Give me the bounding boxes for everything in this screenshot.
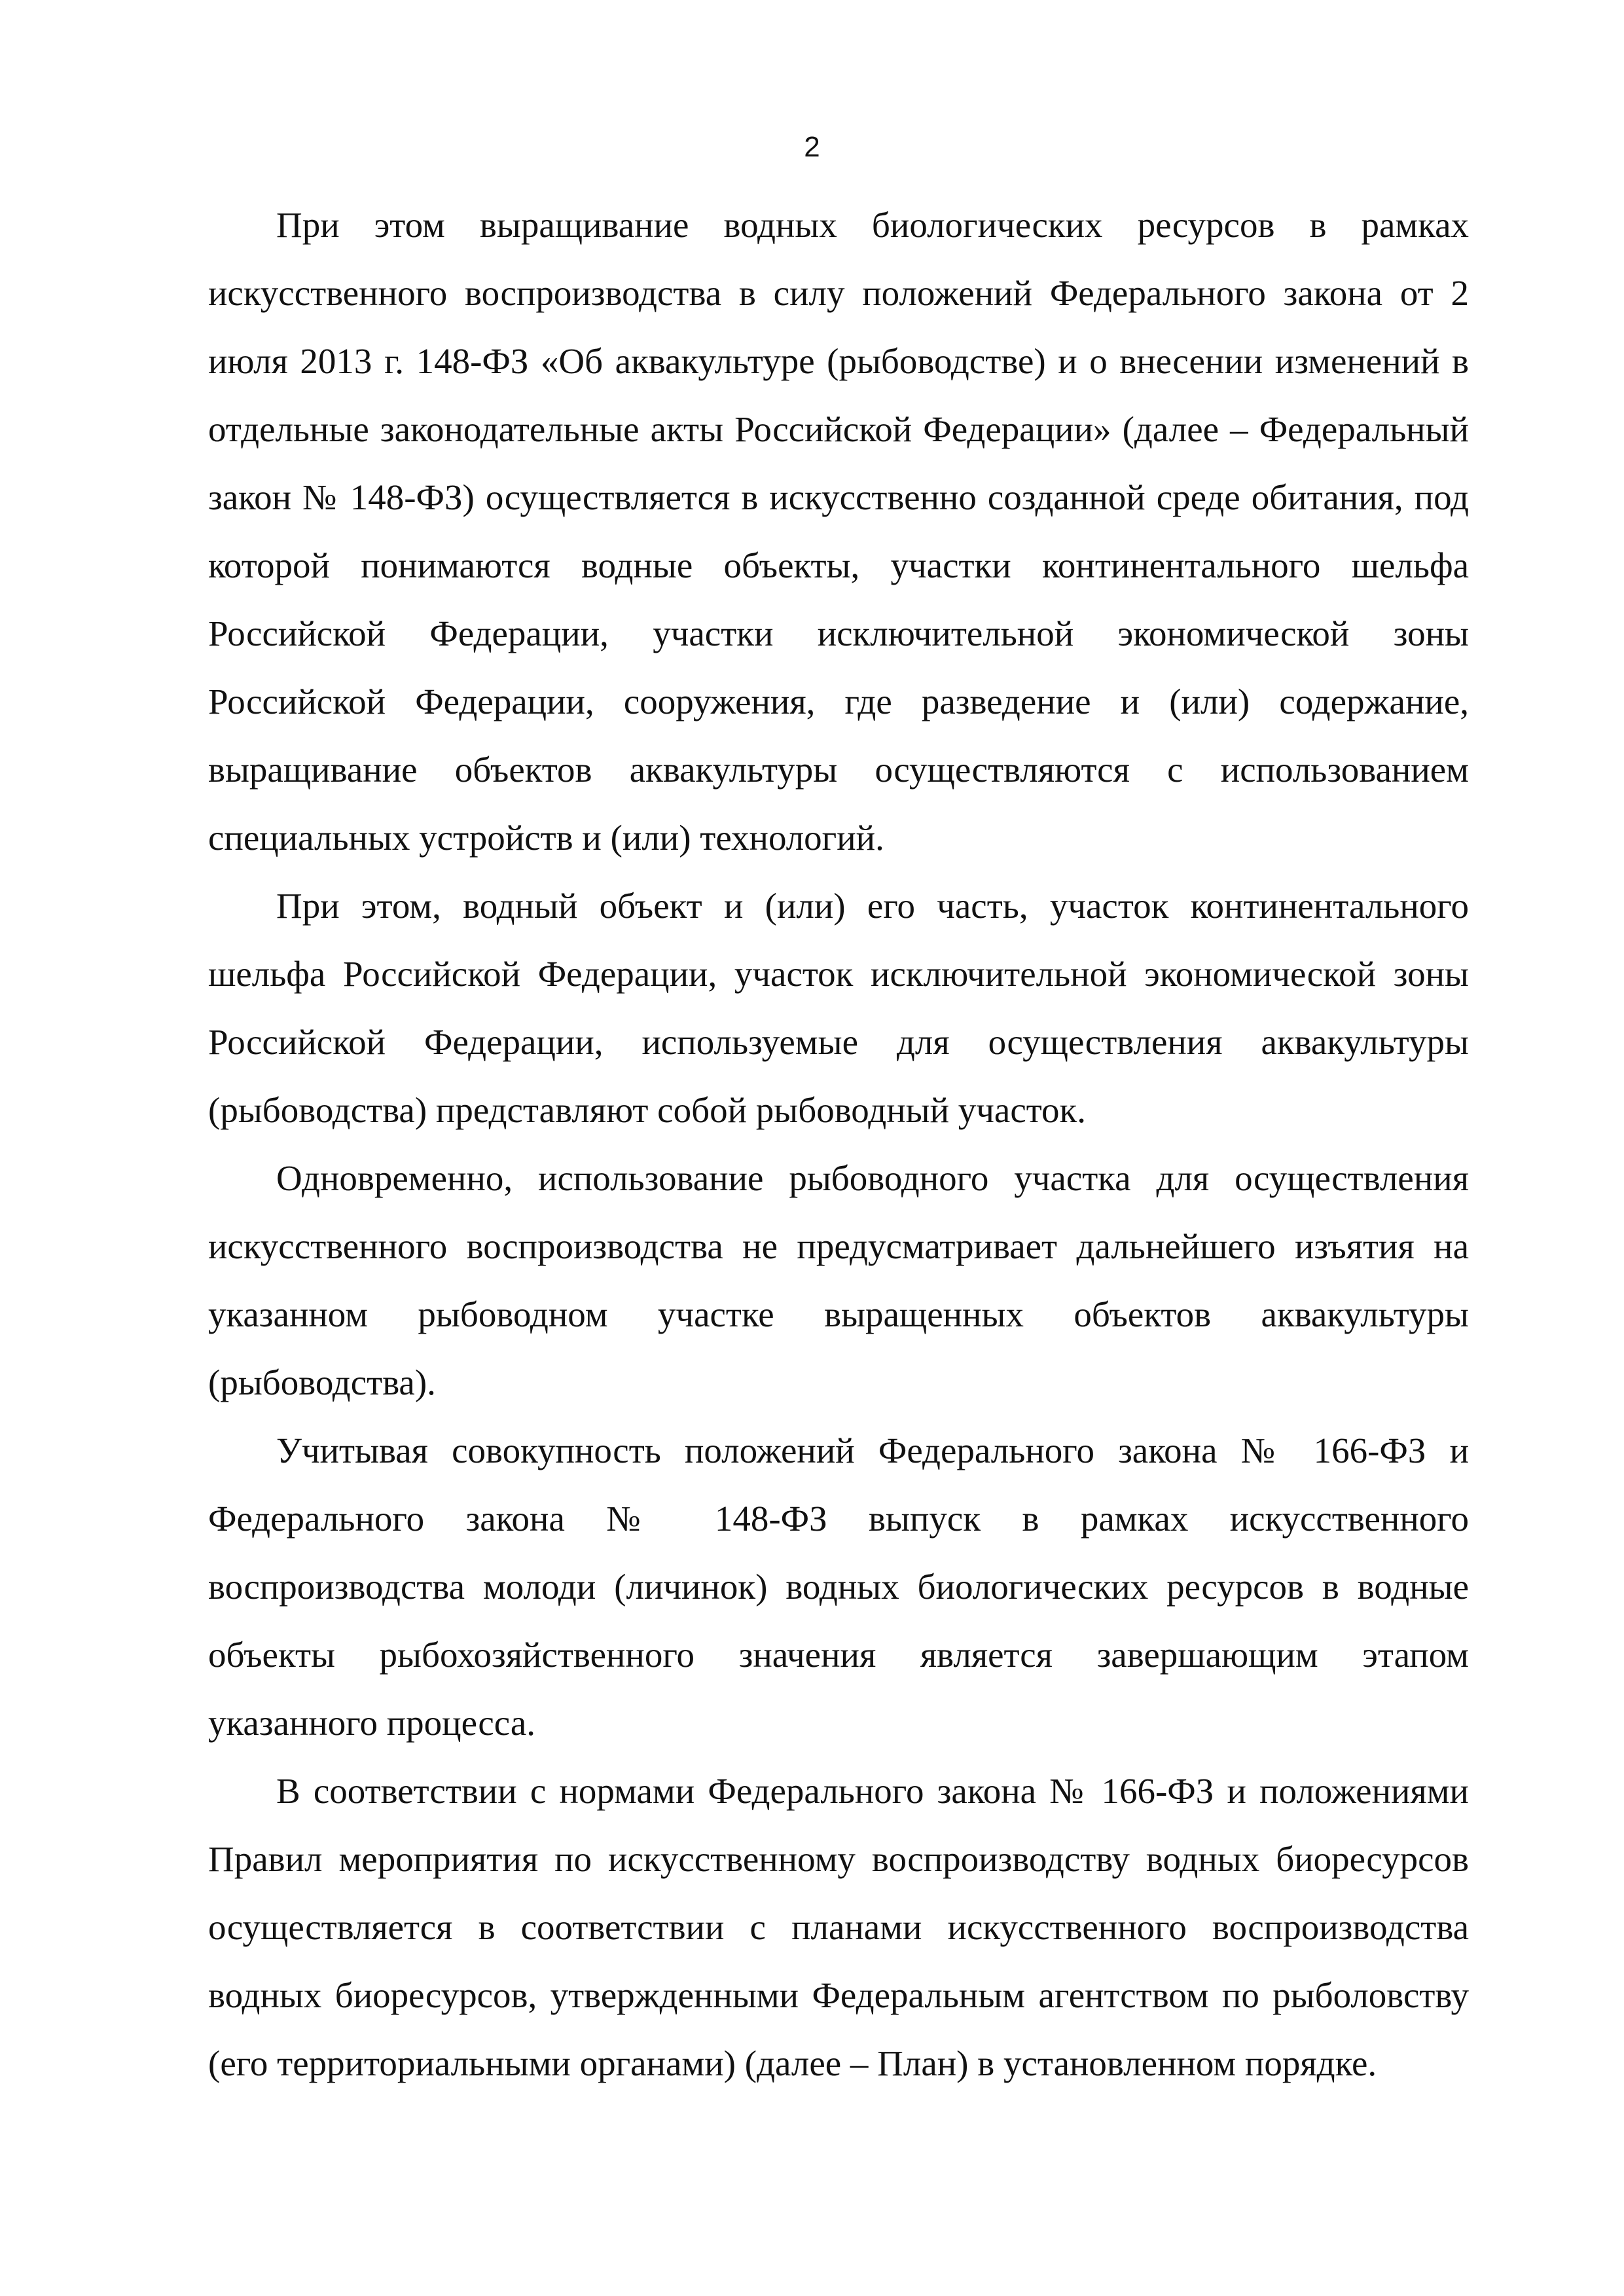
paragraph-5: В соответствии с нормами Федерального закона № 166-ФЗ и положениями Правил мероприятия по искусственному воспроизводству водных биоресурсов осуществляется в соответствии с планами искусственного воспроизводства водных биоресурсов, утвержденными Федеральным агентством по рыболовству (его территориальными органами) (далее – План) в установленном порядке. [208, 1771, 1469, 2083]
paragraph-4: Учитывая совокупность положений Федерального закона № 166-ФЗ и Федерального закона № 148-ФЗ выпуск в рамках искусственного воспроизводства молоди (личинок) водных биологических ресурсов в водные объекты рыбохозяйственного значения является завершающим этапом указанного процесса. [208, 1430, 1469, 1743]
paragraph-3: Одновременно, использование рыбоводного участка для осуществления искусственного воспроизводства не предусматривает дальнейшего изъятия на указанном рыбоводном участке выращенных объектов аквакультуры (рыбоводства). [208, 1158, 1469, 1402]
paragraph-1: При этом выращивание водных биологических ресурсов в рамках искусственного воспроизводства в силу положений Федерального закона от 2 июля 2013 г. 148-ФЗ «Об аквакультуре (рыбоводстве) и о внесении изменений в отдельные законодательные акты Российской Федерации» (далее – Федеральный закон № 148-ФЗ) осуществляется в искусственно созданной среде обитания, под которой понимаются водные объекты, участки континентального шельфа Российской Федерации, участки исключительной экономической зоны Российской Федерации, сооружения, где разведение и (или) содержание, выращивание объектов аквакультуры осуществляются с использованием специальных устройств и (или) технологий. [208, 205, 1469, 858]
page-number: 2 [804, 131, 820, 163]
paragraph-2: При этом, водный объект и (или) его часть, участок континентального шельфа Российской Федерации, участок исключительной экономической зоны Российской Федерации, используемые для осуществления аквакультуры (рыбоводства) представляют собой рыбоводный участок. [208, 886, 1469, 1130]
document-body [208, 191, 1469, 2098]
